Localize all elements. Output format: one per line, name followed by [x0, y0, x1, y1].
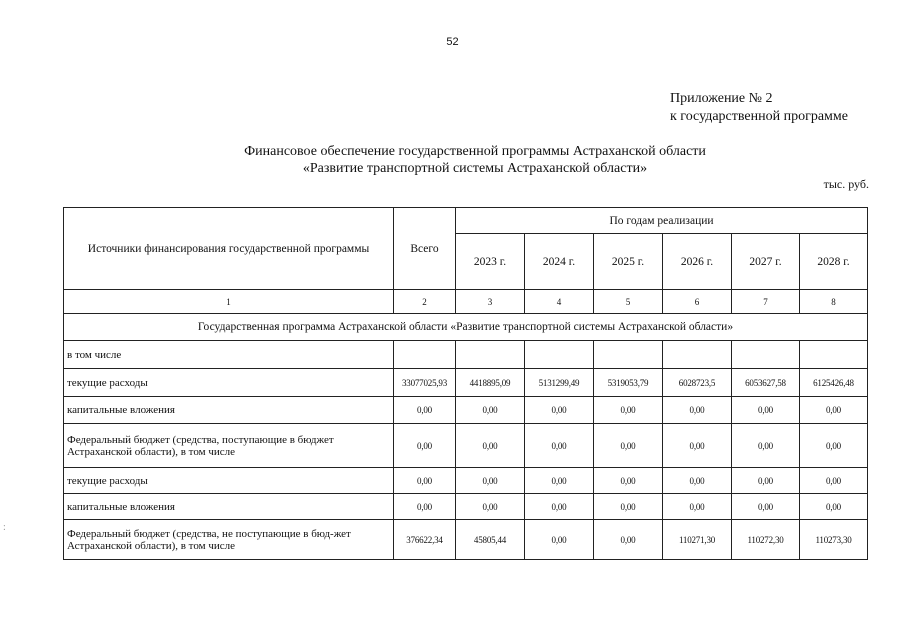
cell-value: 45805,44 — [456, 520, 525, 560]
table-row — [64, 369, 868, 397]
table-row — [64, 397, 868, 424]
cell-value: 0,00 — [800, 494, 868, 520]
table-row — [64, 468, 868, 494]
appendix-caption — [670, 90, 848, 126]
cell-value: 0,00 — [663, 397, 732, 424]
header-year: 2028 г. — [800, 234, 868, 290]
cell-value: 0,00 — [732, 397, 800, 424]
cell-total: 33077025,93 — [394, 369, 456, 397]
cell-value: 0,00 — [800, 424, 868, 468]
header-year: 2023 г. — [456, 234, 525, 290]
cell-total — [394, 341, 456, 369]
cell-value: 0,00 — [732, 424, 800, 468]
cell-value: 110271,30 — [663, 520, 732, 560]
document-title — [0, 143, 905, 177]
column-index: 2 — [394, 290, 456, 314]
column-index: 7 — [732, 290, 800, 314]
header-year: 2027 г. — [732, 234, 800, 290]
cell-value: 5131299,49 — [525, 369, 594, 397]
cell-value: 110272,30 — [732, 520, 800, 560]
document-title-line2: «Развитие транспортной системы Астраханской области» — [302, 161, 648, 176]
cell-value: 0,00 — [800, 468, 868, 494]
cell-value: 0,00 — [732, 468, 800, 494]
cell-total: 0,00 — [394, 424, 456, 468]
row-label: Федеральный бюджет (средства, поступающие в бюджет Астраханской области), в том числе — [64, 424, 394, 468]
cell-value: 0,00 — [594, 397, 663, 424]
cell-value — [663, 341, 732, 369]
units-label: тыс. руб. — [823, 177, 869, 191]
cell-total: 0,00 — [394, 494, 456, 520]
header-years-group: По годам реализации — [456, 208, 868, 234]
appendix-line2: к государственной программе — [670, 109, 848, 124]
header-year: 2026 г. — [663, 234, 732, 290]
cell-value — [594, 341, 663, 369]
cell-value: 110273,30 — [800, 520, 868, 560]
program-title-row — [64, 314, 868, 341]
cell-value — [800, 341, 868, 369]
cell-value — [525, 341, 594, 369]
row-label: капитальные вложения — [64, 397, 394, 424]
header-total: Всего — [394, 208, 456, 290]
cell-value: 0,00 — [525, 494, 594, 520]
cell-value: 0,00 — [663, 468, 732, 494]
table-row — [64, 494, 868, 520]
column-index-row — [64, 290, 868, 314]
cell-value — [456, 341, 525, 369]
cell-value: 0,00 — [663, 494, 732, 520]
cell-value: 0,00 — [594, 520, 663, 560]
financing-table — [63, 207, 868, 560]
row-label: Федеральный бюджет (средства, не поступающие в бюд-жет Астраханской области), в том числе — [64, 520, 394, 560]
cell-value — [732, 341, 800, 369]
cell-value: 0,00 — [525, 424, 594, 468]
program-title: Государственная программа Астраханской области «Развитие транспортной системы Астраханской области» — [64, 314, 868, 341]
row-label: в том числе — [64, 341, 394, 369]
header-source: Источники финансирования государственной программы — [64, 208, 394, 290]
cell-value: 0,00 — [732, 494, 800, 520]
cell-value: 0,00 — [594, 494, 663, 520]
column-index: 3 — [456, 290, 525, 314]
cell-value: 0,00 — [456, 494, 525, 520]
cell-total: 0,00 — [394, 397, 456, 424]
cell-value: 0,00 — [663, 424, 732, 468]
cell-value: 6125426,48 — [800, 369, 868, 397]
cell-value: 0,00 — [456, 424, 525, 468]
header-year: 2025 г. — [594, 234, 663, 290]
cell-value: 0,00 — [525, 520, 594, 560]
cell-value: 5319053,79 — [594, 369, 663, 397]
row-label: текущие расходы — [64, 468, 394, 494]
column-index: 8 — [800, 290, 868, 314]
header-year: 2024 г. — [525, 234, 594, 290]
cell-value: 6028723,5 — [663, 369, 732, 397]
document-title-line1: Финансовое обеспечение государственной программы Астраханской области — [244, 144, 706, 159]
column-index: 4 — [525, 290, 594, 314]
cell-value: 0,00 — [594, 424, 663, 468]
row-label: капитальные вложения — [64, 494, 394, 520]
cell-value: 0,00 — [525, 468, 594, 494]
cell-value: 0,00 — [800, 397, 868, 424]
cell-total: 376622,34 — [394, 520, 456, 560]
column-index: 5 — [594, 290, 663, 314]
table-row — [64, 341, 868, 369]
table-row — [64, 520, 868, 560]
header-row-top — [64, 208, 868, 234]
margin-mark: : — [3, 522, 6, 533]
cell-total: 0,00 — [394, 468, 456, 494]
cell-value: 4418895,09 — [456, 369, 525, 397]
column-index: 6 — [663, 290, 732, 314]
row-label: текущие расходы — [64, 369, 394, 397]
cell-value: 6053627,58 — [732, 369, 800, 397]
column-index: 1 — [64, 290, 394, 314]
cell-value: 0,00 — [525, 397, 594, 424]
cell-value: 0,00 — [456, 397, 525, 424]
cell-value: 0,00 — [594, 468, 663, 494]
table-row — [64, 424, 868, 468]
cell-value: 0,00 — [456, 468, 525, 494]
appendix-line1: Приложение № 2 — [670, 91, 773, 106]
page-number: 52 — [446, 36, 459, 48]
